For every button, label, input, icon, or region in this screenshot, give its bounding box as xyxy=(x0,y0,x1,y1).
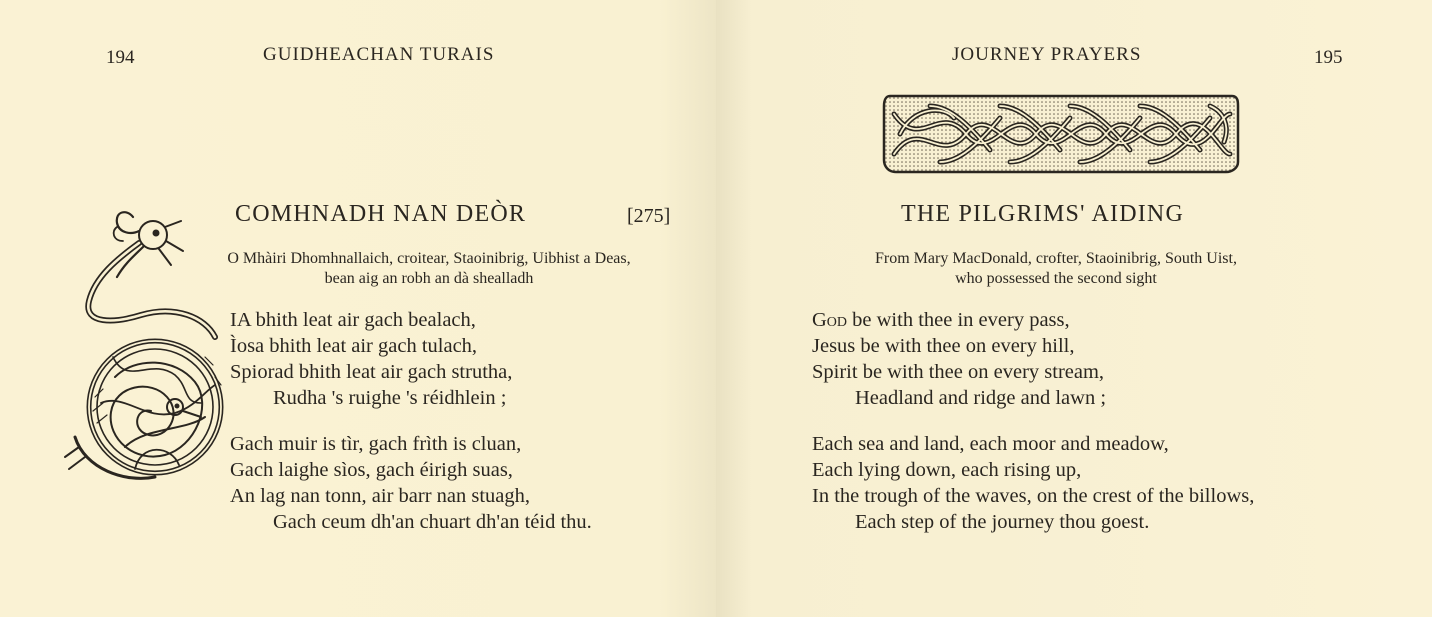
poem-title-english: THE PILGRIMS' AIDING xyxy=(901,201,1184,227)
prayer-number: [275] xyxy=(627,205,671,227)
page-number-right: 195 xyxy=(1314,47,1343,68)
verse-line: Each lying down, each rising up, xyxy=(812,459,1082,481)
verse-line: An lag nan tonn, air barr nan stuagh, xyxy=(230,485,531,507)
verse-line: Gach ceum dh'an chuart dh'an téid thu. xyxy=(273,511,592,533)
source-line: From Mary MacDonald, crofter, Staoinibrig, South Uist, xyxy=(875,250,1237,267)
verse-line: IA bhith leat air gach bealach, xyxy=(230,309,476,331)
source-line: who possessed the second sight xyxy=(955,270,1157,287)
verse-line: Each step of the journey thou goest. xyxy=(855,511,1150,533)
verse-line: Jesus be with thee on every hill, xyxy=(812,335,1075,357)
verse-line: Ìosa bhith leat air gach tulach, xyxy=(230,335,478,357)
verse-line: In the trough of the waves, on the crest of the billows, xyxy=(812,485,1255,507)
gaelic-verse xyxy=(230,307,592,535)
verse-line xyxy=(812,307,1254,333)
source-line: O Mhàiri Dhomhnallaich, croitear, Staoinibrig, Uibhist a Deas, xyxy=(227,250,631,267)
celtic-knotwork-beast-S-icon xyxy=(55,207,230,497)
verse-line: Gach laighe sìos, gach éirigh suas, xyxy=(230,459,513,481)
poem-title-gaelic: COMHNADH NAN DEÒR xyxy=(235,201,527,227)
source-note-english xyxy=(826,249,1286,289)
verse-line: Each sea and land, each moor and meadow, xyxy=(812,433,1169,455)
first-word-smallcaps: God xyxy=(812,309,848,331)
right-page xyxy=(716,0,1432,617)
celtic-knotwork-band-icon xyxy=(880,92,1242,176)
verse-line: Rudha 's ruighe 's réidhlein ; xyxy=(273,387,507,409)
verse-line: Spiorad bhith leat air gach strutha, xyxy=(230,361,513,383)
verse-line: Headland and ridge and lawn ; xyxy=(855,387,1107,409)
source-line: bean aig an robh an dà shealladh xyxy=(324,270,534,287)
source-note-gaelic xyxy=(180,249,678,289)
verse-line: Spirit be with thee on every stream, xyxy=(812,361,1105,383)
verse-line-rest: be with thee in every pass, xyxy=(852,309,1070,331)
page-number-left: 194 xyxy=(106,47,135,68)
verse-line: Gach muir is tìr, gach frìth is cluan, xyxy=(230,433,522,455)
running-head-right: JOURNEY PRAYERS xyxy=(952,44,1142,65)
running-head-left: GUIDHEACHAN TURAIS xyxy=(263,44,495,65)
english-verse xyxy=(812,307,1254,535)
